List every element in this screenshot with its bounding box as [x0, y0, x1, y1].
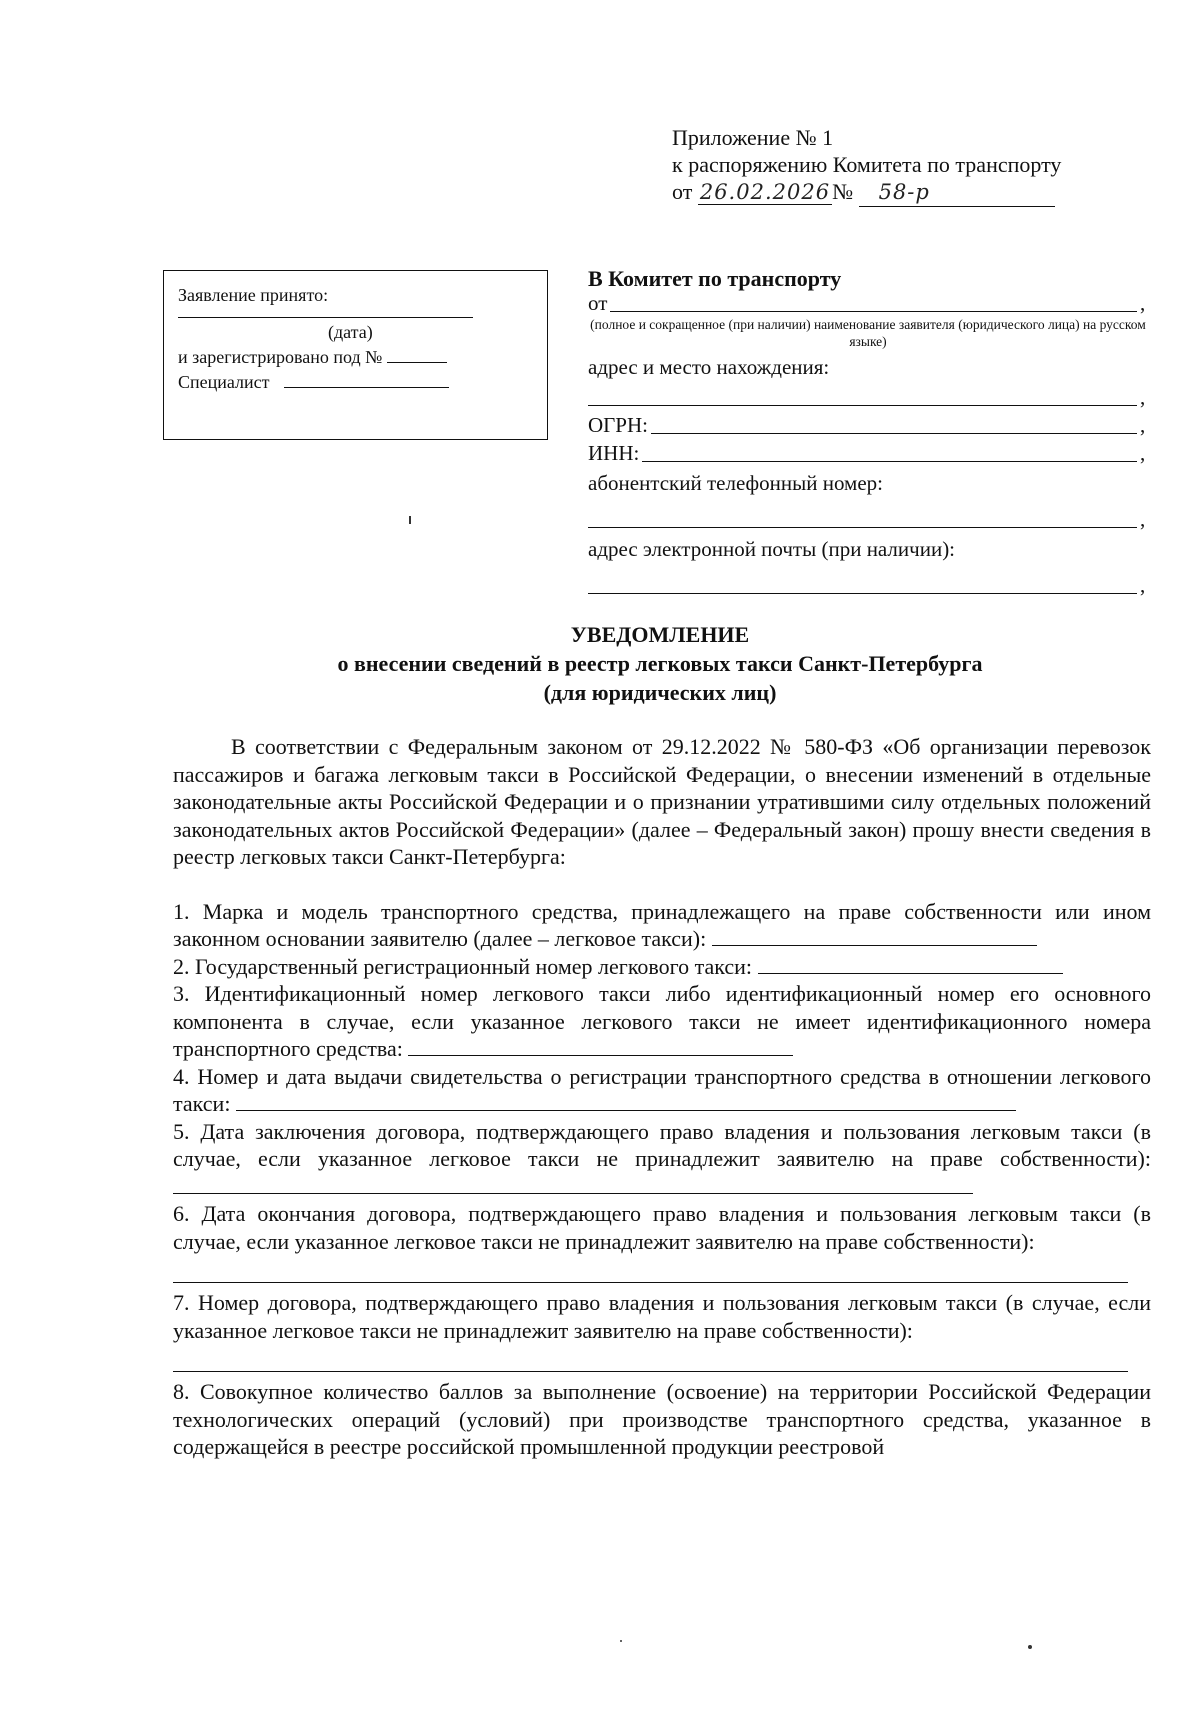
item-5-text: 5. Дата заключения договора, подтверждающего право владения и пользования легковым такси (в случае, если указанное легковое такси не принадлежит заявителю на праве собственности):: [173, 1118, 1151, 1171]
address-row: [588, 380, 1148, 410]
scan-speck: [409, 516, 411, 524]
annex-number-label: №: [832, 179, 854, 204]
address-comma: ,: [1140, 385, 1146, 409]
phone-label: абонентский телефонный номер:: [588, 471, 884, 495]
name-hint: (полное и сокращенное (при наличии) наименование заявителя (юридического лица) на русском языке): [590, 317, 1146, 349]
item-3-field[interactable]: [408, 1035, 793, 1056]
heading-subtitle: о внесении сведений в реестр легковых такси Санкт-Петербурга: [337, 651, 983, 676]
item-5-field[interactable]: [173, 1173, 973, 1194]
item-6-text: 6. Дата окончания договора, подтверждающего право владения и пользования легковым такси (в случае, если указанное легковое такси не принадлежит заявителю на праве собственности):: [173, 1201, 1151, 1254]
annex-line2: к распоряжению Комитета по транспорту: [672, 152, 1062, 177]
ogrn-row: [588, 410, 1148, 438]
ogrn-field[interactable]: [651, 432, 1137, 434]
item-8-text: 8. Совокупное количество баллов за выполнение (освоение) на территории Российской Федерации технологических операций (условий) при производстве транспортного средства, указанное в содержащейся в реестре российской промышленной продукции реестровой: [173, 1379, 1151, 1459]
email-comma: ,: [1140, 573, 1146, 597]
phone-row: [588, 496, 1148, 532]
annex-header: [672, 124, 1172, 207]
phone-comma: ,: [1140, 507, 1146, 531]
stamp-accepted: Заявление принято:: [178, 285, 329, 305]
ogrn-comma: ,: [1140, 413, 1146, 437]
addressee-title: В Комитет по транспорту: [588, 266, 842, 291]
item-7: [173, 1289, 1151, 1344]
item-2-text: 2. Государственный регистрационный номер легкового такси:: [173, 953, 753, 979]
ogrn-label: ОГРН:: [588, 413, 648, 437]
scan-speck: [1028, 1645, 1032, 1649]
from-comma: ,: [1140, 291, 1146, 315]
annex-from-label: от: [672, 179, 693, 204]
scan-speck: [620, 1640, 622, 1642]
item-5: [173, 1118, 1151, 1201]
item-6-field[interactable]: [173, 1255, 1128, 1283]
heading-note: (для юридических лиц): [543, 680, 777, 705]
notice-heading: [160, 620, 1160, 707]
stamp-date-line: [178, 307, 473, 318]
item-1-field[interactable]: [712, 925, 1037, 946]
inn-field[interactable]: [642, 460, 1137, 462]
email-row: [588, 562, 1148, 598]
stamp-date-label: (дата): [328, 322, 373, 342]
stamp-specialist-row: [178, 369, 533, 394]
item-3-text: 3. Идентификационный номер легкового такси либо идентификационный номер его основного компонента в случае, если указанное легкового такси не имеет идентификационного номера транспортного средства:: [173, 981, 1151, 1061]
address-label: адрес и место нахождения:: [588, 355, 830, 379]
stamp-specialist-line: [284, 369, 449, 388]
item-6: [173, 1200, 1151, 1255]
annex-date-row: [672, 178, 1172, 207]
item-2-field[interactable]: [758, 953, 1063, 974]
item-4-text: 4. Номер и дата выдачи свидетельства о регистрации транспортного средства в отношении легкового такси:: [173, 1063, 1151, 1116]
stamp-reg-number-line: [387, 344, 447, 363]
annex-date-handwritten: 26.02.2026: [699, 180, 831, 204]
email-label: адрес электронной почты (при наличии):: [588, 537, 956, 561]
item-7-text: 7. Номер договора, подтверждающего право владения и пользования легковым такси (в случае, если указанное легковое такси не принадлежит заявителю на праве собственности):: [173, 1290, 1151, 1343]
stamp-registered: и зарегистрировано под №: [178, 347, 383, 367]
stamp-specialist: Специалист: [178, 372, 270, 392]
from-row: [588, 292, 1148, 316]
inn-row: [588, 438, 1148, 466]
item-4-field[interactable]: [236, 1090, 1016, 1111]
address-field[interactable]: [588, 404, 1137, 406]
email-field[interactable]: [588, 592, 1137, 594]
annex-line1: Приложение № 1: [672, 125, 834, 150]
item-7-field[interactable]: [173, 1344, 1128, 1372]
heading-title: УВЕДОМЛЕНИЕ: [570, 622, 750, 647]
registration-stamp-box: [163, 270, 548, 440]
from-label: от: [588, 291, 608, 315]
inn-label: ИНН:: [588, 441, 640, 465]
item-8: [173, 1378, 1151, 1461]
intro-paragraph: В соответствии с Федеральным законом от 29.12.2022 № 580-ФЗ «Об организации перевозок пассажиров и багажа легковым такси в Российской Федерации, о внесении изменений в отдельные законодательные акты Российской Федерации и о признании утратившими силу отдельных положений законодательных актов Российской Федерации» (далее – Федеральный закон) прошу внести сведения в реестр легковых такси Санкт-Петербурга:: [173, 734, 1151, 869]
item-4: [173, 1063, 1151, 1118]
item-1: [173, 898, 1151, 953]
item-3: [173, 980, 1151, 1063]
phone-field[interactable]: [588, 526, 1137, 528]
notice-body: [173, 733, 1151, 1461]
inn-comma: ,: [1140, 441, 1146, 465]
item-2: [173, 953, 1151, 981]
stamp-registered-row: [178, 344, 533, 369]
item-1-text: 1. Марка и модель транспортного средства, принадлежащего на праве собственности или ином законном основании заявителю (далее – легковое такси):: [173, 898, 1151, 951]
addressee-block: [588, 266, 1148, 598]
annex-number-handwritten: 58-р: [859, 179, 1055, 207]
from-field[interactable]: [610, 310, 1137, 312]
